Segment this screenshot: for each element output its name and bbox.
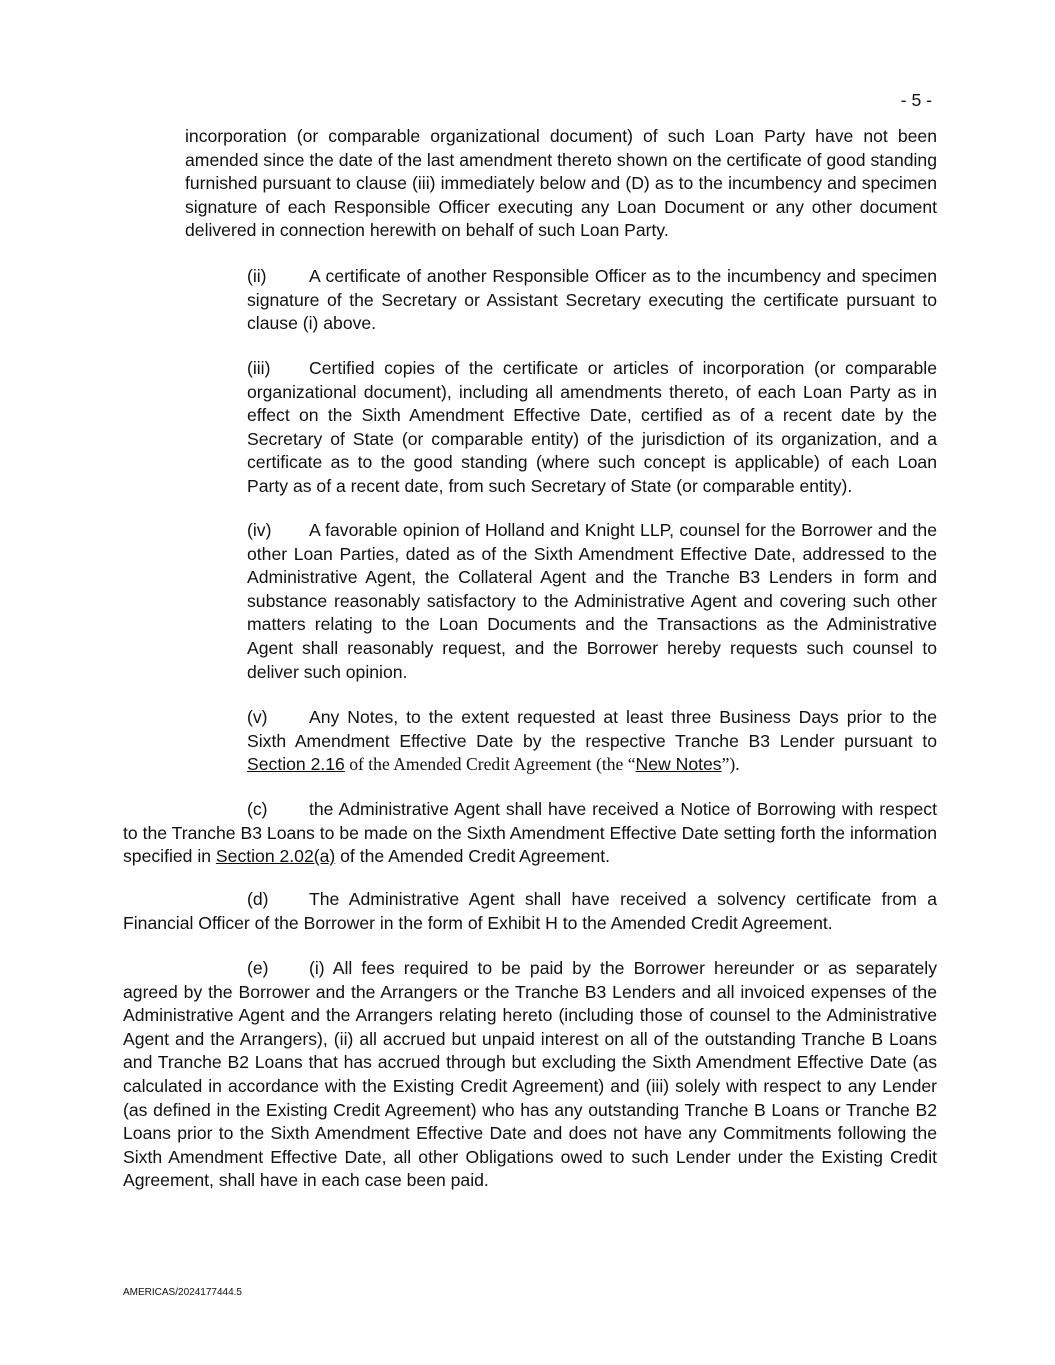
clause-ii-text: A certificate of another Responsible Officer as to the incumbency and specimen signature of the Secretary or Assistant Secretary executing the certificate pursuant to clause (i) above. [247,266,937,334]
clause-iv [247,519,937,684]
clause-d-text: The Administrative Agent shall have received a solvency certificate from a Financial Officer of the Borrower in the form of Exhibit H to the Amended Credit Agreement. [123,889,937,933]
paragraph-continued-text: incorporation (or comparable organizational document) of such Loan Party have not been amended since the date of the last amendment thereto shown on the certificate of good standing furnished pursuant to clause (iii) immediately below and (D) as to the incumbency and specimen signature of each Responsible Officer executing any Loan Document or any other document delivered in connection herewith on behalf of such Loan Party. [185,126,937,241]
clause-iv-text: A favorable opinion of Holland and Knight LLP, counsel for the Borrower and the other Loan Parties, dated as of the Sixth Amendment Effective Date, addressed to the Administrative Agent, the Collateral Agent and the Tranche B3 Lenders in form and substance reasonably satisfactory to the Administrative Agent and covering such other matters relating to the Loan Documents and the Transactions as the Administrative Agent shall reasonably request, and the Borrower hereby requests such counsel to deliver such opinion. [247,520,937,682]
document-footer-id: AMERICAS/2024177444.5 [123,1287,242,1298]
section-2-16-link[interactable]: Section 2.16 [247,754,345,775]
clause-e-text: (i) All fees required to be paid by the Borrower hereunder or as separately agreed by the Borrower and the Arrangers or the Tranche B3 Lenders and all invoiced expenses of the Administrative Agent and the Arrangers relating hereto (including those of counsel to the Administrative Agent and the Arrangers), (ii) all accrued but unpaid interest on all of the outstanding Tranche B Loans and Tranche B2 Loans that has accrued through but excluding the Sixth Amendment Effective Date (as calculated in accordance with the Existing Credit Agreement) and (iii) solely with respect to any Lender (as defined in the Existing Credit Agreement) who has any outstanding Tranche B Loans or Tranche B2 Loans prior to the Sixth Amendment Effective Date and does not have any Commitments following the Sixth Amendment Effective Date, all other Obligations owed to such Lender under the Existing Credit Agreement, shall have in each case been paid. [123,958,937,1191]
clause-ii-label: (ii) [247,266,267,286]
clause-v-text-a: Any Notes, to the extent requested at least three Business Days prior to the Sixth Amendment Effective Date by the respective Tranche B3 Lender pursuant to [247,707,937,751]
clause-d-label: (d) [247,889,269,909]
clause-e [123,957,937,1193]
section-2-02a-link[interactable]: Section 2.02(a) [215,846,336,867]
clause-c-text-a: the Administrative Agent shall have received a Notice of Borrowing with respect to the Tranche B3 Loans to be made on the Sixth Amendment Effective Date setting forth the information specified in [123,799,937,867]
page-number: - 5 - [900,90,932,110]
clause-v [247,706,937,777]
clause-c-text-b: of the Amended Credit Agreement. [335,846,611,867]
clause-v-text-c: ”). [721,754,740,775]
clause-d [123,888,937,935]
clause-ii [247,265,937,336]
new-notes-term: New Notes [635,754,722,775]
clause-v-label: (v) [247,707,268,727]
paragraph-continued [185,125,937,243]
clause-e-label: (e) [247,958,269,978]
clause-iii [247,357,937,499]
clause-iii-label: (iii) [247,358,271,378]
clause-c [123,798,937,869]
clause-iv-label: (iv) [247,520,272,540]
clause-c-label: (c) [247,799,268,819]
clause-v-text-b: of the Amended Credit Agreement (the “ [344,754,636,775]
clause-iii-text: Certified copies of the certificate or articles of incorporation (or comparable organizational document), including all amendments thereto, of each Loan Party as in effect on the Sixth Amendment Effective Date, certified as of a recent date by the Secretary of State (or comparable entity) of the jurisdiction of its organization, and a certificate as to the good standing (where such concept is applicable) of each Loan Party as of a recent date, from such Secretary of State (or comparable entity). [247,358,937,496]
